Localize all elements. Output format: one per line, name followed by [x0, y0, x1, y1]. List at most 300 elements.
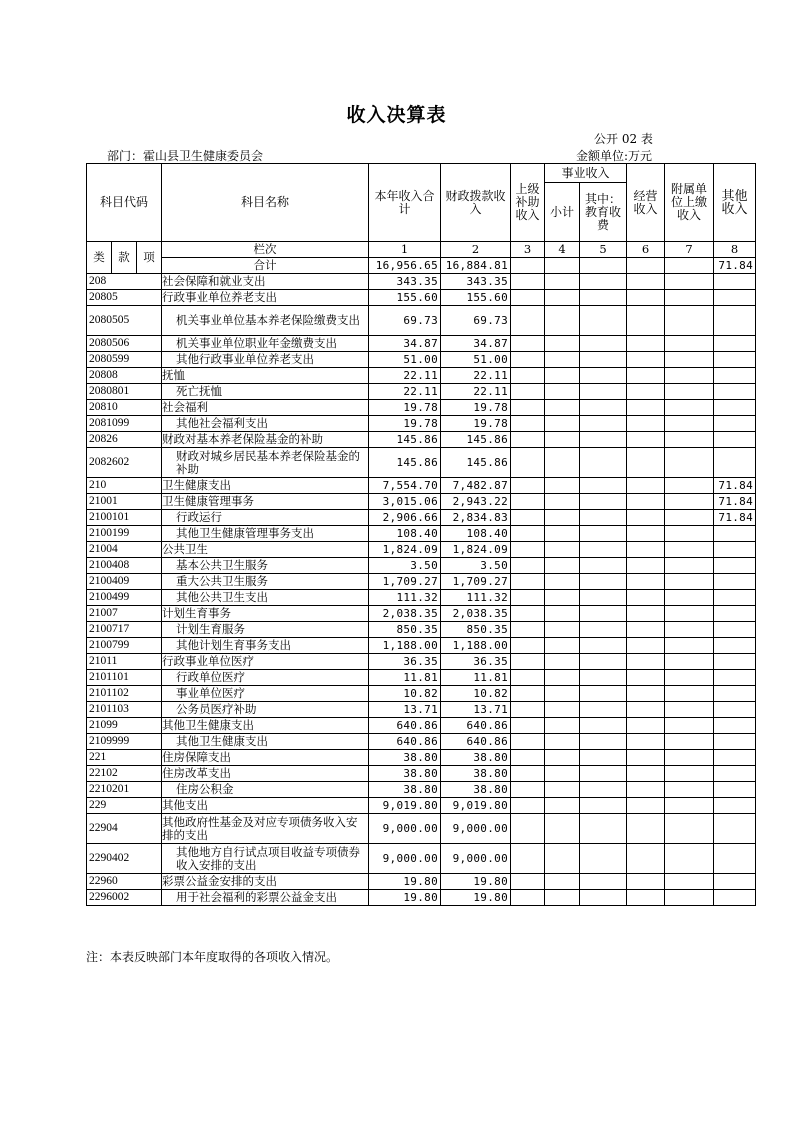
- row-total-income: 19.78: [369, 416, 441, 432]
- row-business-subtotal: [545, 526, 580, 542]
- row-total-income: 38.80: [369, 750, 441, 766]
- row-code: 2101103: [87, 702, 162, 718]
- row-total-income: 7,554.70: [369, 478, 441, 494]
- row-other-income: [714, 400, 756, 416]
- row-code: 22960: [87, 874, 162, 890]
- row-other-income: 71.84: [714, 478, 756, 494]
- row-total-income: 69.73: [369, 306, 441, 336]
- row-business-subtotal: [545, 718, 580, 734]
- row-fiscal: 145.86: [441, 432, 511, 448]
- row-affiliated: [665, 718, 714, 734]
- col-number: 4: [545, 242, 580, 258]
- row-business-subtotal: [545, 874, 580, 890]
- row-education-fee: [580, 274, 627, 290]
- row-affiliated: [665, 750, 714, 766]
- table-row: [87, 274, 756, 290]
- table-row: [87, 718, 756, 734]
- row-education-fee: [580, 384, 627, 400]
- row-business-subtotal: [545, 558, 580, 574]
- row-code: 21007: [87, 606, 162, 622]
- table-row: [87, 306, 756, 336]
- row-fiscal: 640.86: [441, 718, 511, 734]
- row-fiscal: 36.35: [441, 654, 511, 670]
- total-income-value: 16,956.65: [369, 258, 441, 274]
- row-education-fee: [580, 750, 627, 766]
- row-total-income: 9,019.80: [369, 798, 441, 814]
- row-education-fee: [580, 558, 627, 574]
- row-affiliated: [665, 798, 714, 814]
- row-name: 行政单位医疗: [162, 670, 369, 686]
- page-title: 收入决算表: [346, 104, 447, 126]
- row-code: 221: [87, 750, 162, 766]
- row-name: 其他卫生健康管理事务支出: [162, 526, 369, 542]
- row-business-subtotal: [545, 352, 580, 368]
- table-row: [87, 542, 756, 558]
- row-affiliated: [665, 290, 714, 306]
- table-row: [87, 750, 756, 766]
- row-other-income: [714, 384, 756, 400]
- row-other-income: [714, 844, 756, 874]
- row-education-fee: [580, 798, 627, 814]
- row-education-fee: [580, 526, 627, 542]
- row-other-income: [714, 352, 756, 368]
- row-other-income: [714, 448, 756, 478]
- row-code: 210: [87, 478, 162, 494]
- row-other-income: [714, 542, 756, 558]
- row-other-income: [714, 718, 756, 734]
- row-superior-subsidy: [511, 702, 545, 718]
- row-operating: [627, 654, 665, 670]
- row-fiscal: 155.60: [441, 290, 511, 306]
- row-education-fee: [580, 510, 627, 526]
- row-name: 公务员医疗补助: [162, 702, 369, 718]
- row-business-subtotal: [545, 290, 580, 306]
- row-other-income: [714, 306, 756, 336]
- row-code: 208: [87, 274, 162, 290]
- row-affiliated: [665, 814, 714, 844]
- row-operating: [627, 814, 665, 844]
- header-name: 科目名称: [162, 164, 369, 242]
- row-fiscal: 38.80: [441, 750, 511, 766]
- row-education-fee: [580, 352, 627, 368]
- row-name: 公共卫生: [162, 542, 369, 558]
- row-total-income: 2,038.35: [369, 606, 441, 622]
- row-total-income: 22.11: [369, 368, 441, 384]
- row-other-income: [714, 336, 756, 352]
- row-affiliated: [665, 384, 714, 400]
- row-name: 其他地方自行试点项目收益专项债券收入安排的支出: [162, 844, 369, 874]
- row-total-income: 850.35: [369, 622, 441, 638]
- row-affiliated: [665, 368, 714, 384]
- row-affiliated: [665, 702, 714, 718]
- row-code: 2100199: [87, 526, 162, 542]
- row-name: 其他行政事业单位养老支出: [162, 352, 369, 368]
- row-operating: [627, 622, 665, 638]
- table-row: [87, 798, 756, 814]
- row-total-income: 145.86: [369, 432, 441, 448]
- row-other-income: [714, 702, 756, 718]
- row-fiscal: 1,188.00: [441, 638, 511, 654]
- row-affiliated: [665, 494, 714, 510]
- row-business-subtotal: [545, 574, 580, 590]
- row-other-income: [714, 574, 756, 590]
- row-business-subtotal: [545, 654, 580, 670]
- amount-unit: 金额单位:万元: [576, 149, 653, 163]
- row-education-fee: [580, 542, 627, 558]
- row-name: 计划生育事务: [162, 606, 369, 622]
- row-fiscal: 2,834.83: [441, 510, 511, 526]
- row-superior-subsidy: [511, 526, 545, 542]
- row-name: 机关事业单位职业年金缴费支出: [162, 336, 369, 352]
- row-total-income: 19.78: [369, 400, 441, 416]
- total-other-value: 71.84: [714, 258, 756, 274]
- row-operating: [627, 416, 665, 432]
- row-total-income: 640.86: [369, 718, 441, 734]
- row-code: 2290402: [87, 844, 162, 874]
- row-superior-subsidy: [511, 686, 545, 702]
- row-total-income: 19.80: [369, 890, 441, 906]
- row-education-fee: [580, 432, 627, 448]
- row-operating: [627, 686, 665, 702]
- row-total-income: 111.32: [369, 590, 441, 606]
- row-operating: [627, 336, 665, 352]
- row-affiliated: [665, 416, 714, 432]
- table-row: [87, 448, 756, 478]
- row-business-subtotal: [545, 494, 580, 510]
- row-operating: [627, 890, 665, 906]
- row-business-subtotal: [545, 670, 580, 686]
- table-row: [87, 670, 756, 686]
- row-education-fee: [580, 478, 627, 494]
- table-note: 注：本表反映部门本年度取得的各项收入情况。: [86, 950, 339, 964]
- row-name: 抚恤: [162, 368, 369, 384]
- row-total-income: 36.35: [369, 654, 441, 670]
- row-operating: [627, 290, 665, 306]
- row-fiscal: 145.86: [441, 448, 511, 478]
- table-row: [87, 336, 756, 352]
- row-total-income: 38.80: [369, 782, 441, 798]
- row-operating: [627, 526, 665, 542]
- row-code: 2080599: [87, 352, 162, 368]
- row-code: 2296002: [87, 890, 162, 906]
- table-row: [87, 478, 756, 494]
- table-row: [87, 654, 756, 670]
- row-name: 卫生健康支出: [162, 478, 369, 494]
- row-business-subtotal: [545, 890, 580, 906]
- header-code: 科目代码: [87, 164, 162, 242]
- row-name: 行政事业单位养老支出: [162, 290, 369, 306]
- header-superior-subsidy: 上级补助收入: [511, 164, 545, 242]
- col-number: 5: [580, 242, 627, 258]
- row-other-income: [714, 558, 756, 574]
- table-row: [87, 622, 756, 638]
- row-name: 机关事业单位基本养老保险缴费支出: [162, 306, 369, 336]
- row-total-income: 13.71: [369, 702, 441, 718]
- row-total-income: 38.80: [369, 766, 441, 782]
- row-fiscal: 1,709.27: [441, 574, 511, 590]
- row-superior-subsidy: [511, 290, 545, 306]
- row-other-income: [714, 606, 756, 622]
- table-row: [87, 416, 756, 432]
- row-affiliated: [665, 734, 714, 750]
- row-other-income: [714, 670, 756, 686]
- row-fiscal: 9,000.00: [441, 844, 511, 874]
- row-business-subtotal: [545, 638, 580, 654]
- row-code: 22102: [87, 766, 162, 782]
- row-affiliated: [665, 874, 714, 890]
- row-other-income: [714, 750, 756, 766]
- row-education-fee: [580, 782, 627, 798]
- row-education-fee: [580, 448, 627, 478]
- row-business-subtotal: [545, 814, 580, 844]
- row-education-fee: [580, 494, 627, 510]
- row-code: 2100408: [87, 558, 162, 574]
- row-operating: [627, 384, 665, 400]
- row-superior-subsidy: [511, 352, 545, 368]
- row-business-subtotal: [545, 274, 580, 290]
- table-row: [87, 638, 756, 654]
- row-business-subtotal: [545, 478, 580, 494]
- row-name: 其他卫生健康支出: [162, 718, 369, 734]
- row-operating: [627, 718, 665, 734]
- header-total-income: 本年收入合计: [369, 164, 441, 242]
- header-kuan: 款: [112, 242, 137, 274]
- row-education-fee: [580, 622, 627, 638]
- row-affiliated: [665, 542, 714, 558]
- row-affiliated: [665, 478, 714, 494]
- row-business-subtotal: [545, 590, 580, 606]
- row-education-fee: [580, 686, 627, 702]
- row-superior-subsidy: [511, 510, 545, 526]
- row-superior-subsidy: [511, 590, 545, 606]
- row-affiliated: [665, 274, 714, 290]
- department-label: 部门：霍山县卫生健康委员会: [107, 149, 264, 163]
- row-affiliated: [665, 638, 714, 654]
- row-name: 死亡抚恤: [162, 384, 369, 400]
- row-fiscal: 19.80: [441, 890, 511, 906]
- row-superior-subsidy: [511, 670, 545, 686]
- row-business-subtotal: [545, 798, 580, 814]
- table-row: [87, 510, 756, 526]
- row-fiscal: 19.80: [441, 874, 511, 890]
- row-code: 20810: [87, 400, 162, 416]
- row-superior-subsidy: [511, 718, 545, 734]
- table-row: [87, 606, 756, 622]
- total-label: 合计: [162, 258, 369, 274]
- row-other-income: [714, 734, 756, 750]
- row-superior-subsidy: [511, 432, 545, 448]
- row-fiscal: 9,019.80: [441, 798, 511, 814]
- row-other-income: [714, 526, 756, 542]
- table-row: [87, 558, 756, 574]
- row-affiliated: [665, 352, 714, 368]
- row-total-income: 2,906.66: [369, 510, 441, 526]
- row-education-fee: [580, 416, 627, 432]
- row-education-fee: [580, 368, 627, 384]
- row-code: 2100717: [87, 622, 162, 638]
- row-other-income: [714, 638, 756, 654]
- row-name: 事业单位医疗: [162, 686, 369, 702]
- row-affiliated: [665, 400, 714, 416]
- row-education-fee: [580, 400, 627, 416]
- row-education-fee: [580, 874, 627, 890]
- row-operating: [627, 750, 665, 766]
- row-affiliated: [665, 622, 714, 638]
- form-number: 公开 02 表: [594, 132, 653, 146]
- row-fiscal: 22.11: [441, 384, 511, 400]
- row-affiliated: [665, 890, 714, 906]
- row-operating: [627, 448, 665, 478]
- row-operating: [627, 798, 665, 814]
- row-fiscal: 13.71: [441, 702, 511, 718]
- row-name: 彩票公益金安排的支出: [162, 874, 369, 890]
- row-fiscal: 19.78: [441, 400, 511, 416]
- row-other-income: [714, 432, 756, 448]
- row-code: 20805: [87, 290, 162, 306]
- row-code: 21099: [87, 718, 162, 734]
- row-fiscal: 51.00: [441, 352, 511, 368]
- row-business-subtotal: [545, 606, 580, 622]
- row-code: 2100799: [87, 638, 162, 654]
- row-business-subtotal: [545, 702, 580, 718]
- row-operating: [627, 494, 665, 510]
- row-name: 其他卫生健康支出: [162, 734, 369, 750]
- row-superior-subsidy: [511, 890, 545, 906]
- row-fiscal: 2,038.35: [441, 606, 511, 622]
- row-education-fee: [580, 638, 627, 654]
- row-name: 重大公共卫生服务: [162, 574, 369, 590]
- row-business-subtotal: [545, 384, 580, 400]
- table-row: [87, 526, 756, 542]
- table-row: [87, 814, 756, 844]
- row-other-income: 71.84: [714, 494, 756, 510]
- row-affiliated: [665, 336, 714, 352]
- row-name: 基本公共卫生服务: [162, 558, 369, 574]
- row-superior-subsidy: [511, 844, 545, 874]
- row-education-fee: [580, 814, 627, 844]
- row-operating: [627, 574, 665, 590]
- row-affiliated: [665, 574, 714, 590]
- row-operating: [627, 874, 665, 890]
- row-total-income: 1,709.27: [369, 574, 441, 590]
- row-total-income: 108.40: [369, 526, 441, 542]
- column-label: 栏次: [162, 242, 369, 258]
- table-row: [87, 686, 756, 702]
- row-code: 2109999: [87, 734, 162, 750]
- row-superior-subsidy: [511, 368, 545, 384]
- table-row: [87, 590, 756, 606]
- header-lei: 类: [87, 242, 112, 274]
- row-superior-subsidy: [511, 574, 545, 590]
- header-fiscal: 财政拨款收入: [441, 164, 511, 242]
- row-education-fee: [580, 844, 627, 874]
- header-other: 其他收入: [714, 164, 756, 242]
- row-code: 21011: [87, 654, 162, 670]
- row-superior-subsidy: [511, 750, 545, 766]
- row-fiscal: 11.81: [441, 670, 511, 686]
- header-operating: 经营收入: [627, 164, 665, 242]
- row-fiscal: 3.50: [441, 558, 511, 574]
- table-row: [87, 352, 756, 368]
- row-superior-subsidy: [511, 782, 545, 798]
- row-other-income: [714, 274, 756, 290]
- row-other-income: [714, 622, 756, 638]
- row-name: 其他社会福利支出: [162, 416, 369, 432]
- row-business-subtotal: [545, 750, 580, 766]
- row-affiliated: [665, 844, 714, 874]
- row-business-subtotal: [545, 306, 580, 336]
- row-name: 其他政府性基金及对应专项债务收入安排的支出: [162, 814, 369, 844]
- row-fiscal: 850.35: [441, 622, 511, 638]
- row-operating: [627, 766, 665, 782]
- header-education-fee: 其中：教育收费: [580, 183, 627, 242]
- row-total-income: 22.11: [369, 384, 441, 400]
- row-name: 住房公积金: [162, 782, 369, 798]
- table-row: [87, 290, 756, 306]
- row-education-fee: [580, 890, 627, 906]
- row-superior-subsidy: [511, 638, 545, 654]
- row-total-income: 19.80: [369, 874, 441, 890]
- row-total-income: 11.81: [369, 670, 441, 686]
- row-superior-subsidy: [511, 336, 545, 352]
- row-affiliated: [665, 782, 714, 798]
- row-total-income: 51.00: [369, 352, 441, 368]
- row-other-income: [714, 798, 756, 814]
- row-fiscal: 19.78: [441, 416, 511, 432]
- row-affiliated: [665, 686, 714, 702]
- row-operating: [627, 638, 665, 654]
- row-name: 社会福利: [162, 400, 369, 416]
- row-fiscal: 108.40: [441, 526, 511, 542]
- row-total-income: 343.35: [369, 274, 441, 290]
- row-other-income: [714, 290, 756, 306]
- table-row: [87, 400, 756, 416]
- row-affiliated: [665, 510, 714, 526]
- row-code: 20808: [87, 368, 162, 384]
- row-operating: [627, 670, 665, 686]
- row-name: 财政对基本养老保险基金的补助: [162, 432, 369, 448]
- row-code: 2100499: [87, 590, 162, 606]
- row-affiliated: [665, 766, 714, 782]
- header-xiang: 项: [137, 242, 162, 274]
- row-education-fee: [580, 590, 627, 606]
- row-education-fee: [580, 718, 627, 734]
- row-education-fee: [580, 574, 627, 590]
- row-total-income: 1,188.00: [369, 638, 441, 654]
- row-fiscal: 10.82: [441, 686, 511, 702]
- row-code: 2101101: [87, 670, 162, 686]
- row-other-income: [714, 874, 756, 890]
- row-business-subtotal: [545, 510, 580, 526]
- row-affiliated: [665, 590, 714, 606]
- row-other-income: [714, 686, 756, 702]
- row-other-income: [714, 766, 756, 782]
- row-operating: [627, 352, 665, 368]
- row-fiscal: 111.32: [441, 590, 511, 606]
- row-fiscal: 38.80: [441, 782, 511, 798]
- row-code: 2210201: [87, 782, 162, 798]
- row-superior-subsidy: [511, 622, 545, 638]
- row-education-fee: [580, 606, 627, 622]
- table-row: [87, 384, 756, 400]
- row-name: 用于社会福利的彩票公益金支出: [162, 890, 369, 906]
- row-superior-subsidy: [511, 400, 545, 416]
- row-code: 2080801: [87, 384, 162, 400]
- table-row: [87, 782, 756, 798]
- row-superior-subsidy: [511, 494, 545, 510]
- table-row: [87, 702, 756, 718]
- row-operating: [627, 510, 665, 526]
